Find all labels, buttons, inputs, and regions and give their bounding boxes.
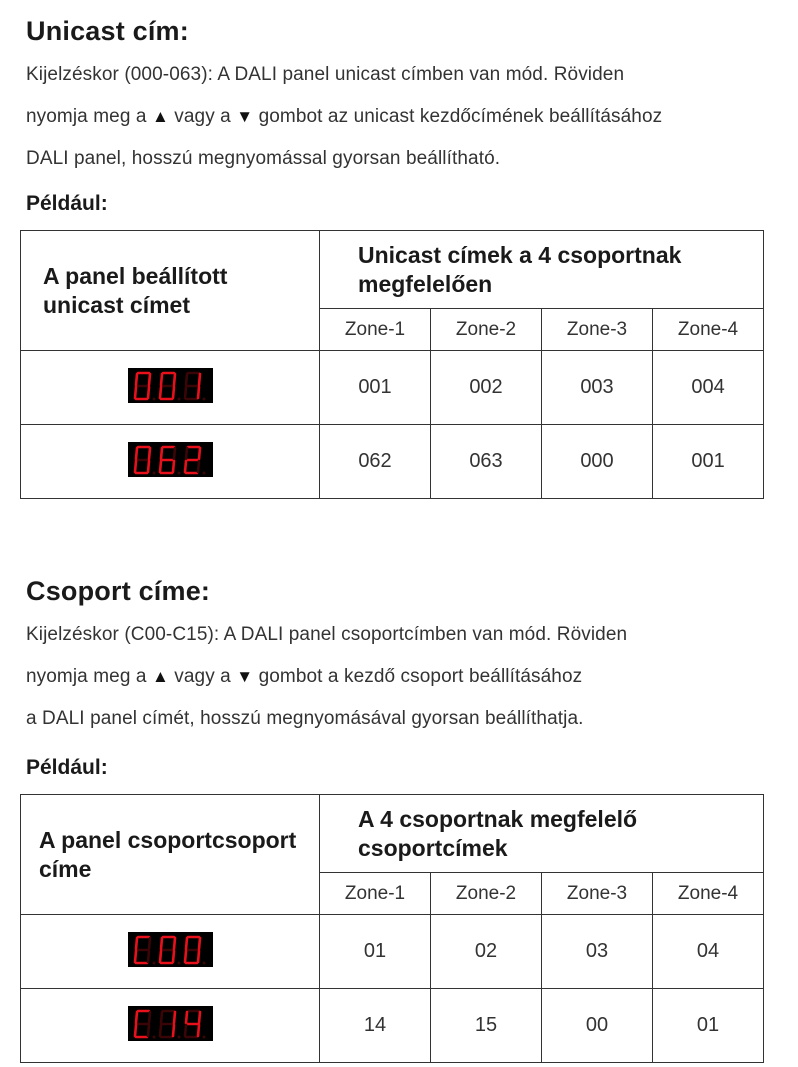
group-display-cell xyxy=(21,989,320,1063)
group-cell: 15 xyxy=(431,989,542,1063)
led-segment xyxy=(198,951,199,962)
led-segment xyxy=(136,1012,137,1023)
led-digit xyxy=(158,371,183,401)
led-display xyxy=(128,1006,213,1041)
led-segment xyxy=(161,938,162,949)
led-digit xyxy=(133,1009,158,1039)
led-segment xyxy=(199,374,200,385)
group-main-header-line2: csoportcímek xyxy=(358,834,508,861)
unicast-cell: 003 xyxy=(542,351,653,425)
unicast-cell: 001 xyxy=(320,351,431,425)
led-segment xyxy=(185,461,186,472)
unicast-desc-line3: DALI panel, hosszú megnyomással gyorsan beállítható. xyxy=(26,148,501,169)
unicast-zone-3-header: Zone-3 xyxy=(542,309,653,351)
unicast-example-label: Például: xyxy=(26,192,108,215)
unicast-col1-header-line1: A panel beállított xyxy=(43,262,228,289)
unicast-table xyxy=(20,230,764,499)
led-segment xyxy=(135,387,136,398)
led-segment xyxy=(161,1012,162,1023)
led-digit xyxy=(183,371,208,401)
unicast-line2-post: gombot az unicast kezdőcímének beállításához xyxy=(258,106,663,127)
unicast-main-header xyxy=(320,231,764,309)
group-cell: 01 xyxy=(653,989,764,1063)
led-segment xyxy=(149,374,150,385)
led-display xyxy=(128,932,213,967)
led-display xyxy=(128,442,213,477)
group-main-header xyxy=(320,795,764,873)
group-col1-header xyxy=(21,795,320,915)
led-segment xyxy=(186,938,187,949)
unicast-cell: 062 xyxy=(320,425,431,499)
led-segment xyxy=(199,938,200,949)
group-zone-4-header: Zone-4 xyxy=(653,873,764,915)
table-row xyxy=(21,989,764,1063)
table-row xyxy=(21,425,764,499)
led-segment xyxy=(173,1025,174,1036)
led-segment xyxy=(186,1012,187,1023)
led-digit xyxy=(183,1009,208,1039)
led-segment xyxy=(198,387,199,398)
unicast-line2-pre: nyomja meg a xyxy=(26,106,147,127)
led-decimal-point xyxy=(202,398,205,401)
led-decimal-point xyxy=(152,472,155,475)
led-decimal-point xyxy=(202,962,205,965)
led-segment xyxy=(199,448,200,459)
led-segment xyxy=(149,938,150,949)
group-desc-line2 xyxy=(26,666,582,688)
led-segment xyxy=(160,951,161,962)
led-digit xyxy=(133,371,158,401)
led-digit xyxy=(133,445,158,475)
led-segment xyxy=(148,461,149,472)
led-segment xyxy=(160,461,161,472)
led-digit xyxy=(158,935,183,965)
led-decimal-point xyxy=(177,472,180,475)
led-decimal-point xyxy=(152,962,155,965)
led-segment xyxy=(174,448,175,459)
led-segment xyxy=(173,461,174,472)
led-segment xyxy=(198,461,199,472)
group-title: Csoport címe: xyxy=(26,576,211,606)
unicast-main-header-line2: megfelelően xyxy=(358,270,493,297)
led-segment xyxy=(135,951,136,962)
led-digit xyxy=(133,935,158,965)
unicast-zone-4-header: Zone-4 xyxy=(653,309,764,351)
unicast-display-cell xyxy=(21,425,320,499)
group-col1-header-line2: címe xyxy=(39,855,92,882)
led-segment xyxy=(148,387,149,398)
unicast-cell: 000 xyxy=(542,425,653,499)
unicast-line2-mid: vagy a xyxy=(174,106,231,127)
led-decimal-point xyxy=(152,1036,155,1039)
led-decimal-point xyxy=(202,1036,205,1039)
led-segment xyxy=(174,1012,175,1023)
unicast-zone-1-header: Zone-1 xyxy=(320,309,431,351)
up-triangle-icon: ▲ xyxy=(151,667,169,686)
led-segment xyxy=(160,1025,161,1036)
led-segment xyxy=(186,374,187,385)
group-display-cell xyxy=(21,915,320,989)
group-line2-post: gombot a kezdő csoport beállításához xyxy=(258,666,583,687)
led-segment xyxy=(174,938,175,949)
unicast-col1-header xyxy=(21,231,320,351)
unicast-main-header-line1: Unicast címek a 4 csoportnak xyxy=(358,241,682,268)
led-segment xyxy=(160,387,161,398)
led-segment xyxy=(185,1025,186,1036)
group-cell: 00 xyxy=(542,989,653,1063)
group-desc-line3: a DALI panel címét, hosszú megnyomásával gyorsan beállíthatja. xyxy=(26,708,584,729)
led-digit xyxy=(183,935,208,965)
group-cell: 02 xyxy=(431,915,542,989)
table-row xyxy=(21,915,764,989)
unicast-zone-2-header: Zone-2 xyxy=(431,309,542,351)
led-decimal-point xyxy=(177,962,180,965)
group-cell: 14 xyxy=(320,989,431,1063)
down-triangle-icon: ▼ xyxy=(236,667,254,686)
table-row xyxy=(21,351,764,425)
group-cell: 04 xyxy=(653,915,764,989)
led-segment xyxy=(149,1012,150,1023)
led-segment xyxy=(161,374,162,385)
led-segment xyxy=(148,951,149,962)
group-zone-2-header: Zone-2 xyxy=(431,873,542,915)
up-triangle-icon: ▲ xyxy=(151,107,169,126)
led-digit xyxy=(158,445,183,475)
unicast-desc-line2 xyxy=(26,106,662,128)
led-segment xyxy=(135,1025,136,1036)
led-decimal-point xyxy=(202,472,205,475)
led-segment xyxy=(136,374,137,385)
led-segment xyxy=(185,951,186,962)
down-triangle-icon: ▼ xyxy=(236,107,254,126)
led-decimal-point xyxy=(152,398,155,401)
group-cell: 03 xyxy=(542,915,653,989)
led-segment xyxy=(136,448,137,459)
led-segment xyxy=(174,374,175,385)
unicast-title: Unicast cím: xyxy=(26,16,189,46)
group-table xyxy=(20,794,764,1063)
led-segment xyxy=(148,1025,149,1036)
unicast-col1-header-line2: unicast címet xyxy=(43,291,190,318)
group-zone-1-header: Zone-1 xyxy=(320,873,431,915)
led-digit xyxy=(158,1009,183,1039)
unicast-desc-line1: Kijelzéskor (000-063): A DALI panel unicast címben van mód. Röviden xyxy=(26,64,625,85)
led-segment xyxy=(198,1025,199,1036)
unicast-cell: 063 xyxy=(431,425,542,499)
unicast-cell: 002 xyxy=(431,351,542,425)
led-segment xyxy=(136,938,137,949)
led-decimal-point xyxy=(177,1036,180,1039)
group-zone-3-header: Zone-3 xyxy=(542,873,653,915)
led-segment xyxy=(186,448,187,459)
led-display xyxy=(128,368,213,403)
unicast-cell: 004 xyxy=(653,351,764,425)
group-desc-line1: Kijelzéskor (C00-C15): A DALI panel csoportcímben van mód. Röviden xyxy=(26,624,628,645)
group-cell: 01 xyxy=(320,915,431,989)
led-segment xyxy=(173,951,174,962)
led-segment xyxy=(185,387,186,398)
group-line2-mid: vagy a xyxy=(174,666,231,687)
group-example-label: Például: xyxy=(26,756,108,779)
unicast-cell: 001 xyxy=(653,425,764,499)
group-main-header-line1: A 4 csoportnak megfelelő xyxy=(358,805,638,832)
led-segment xyxy=(199,1012,200,1023)
unicast-display-cell xyxy=(21,351,320,425)
group-line2-pre: nyomja meg a xyxy=(26,666,147,687)
led-segment xyxy=(149,448,150,459)
led-segment xyxy=(135,461,136,472)
led-digit xyxy=(183,445,208,475)
led-decimal-point xyxy=(177,398,180,401)
led-segment xyxy=(173,387,174,398)
group-col1-header-line1: A panel csoportcsoport xyxy=(39,826,297,853)
led-segment xyxy=(161,448,162,459)
